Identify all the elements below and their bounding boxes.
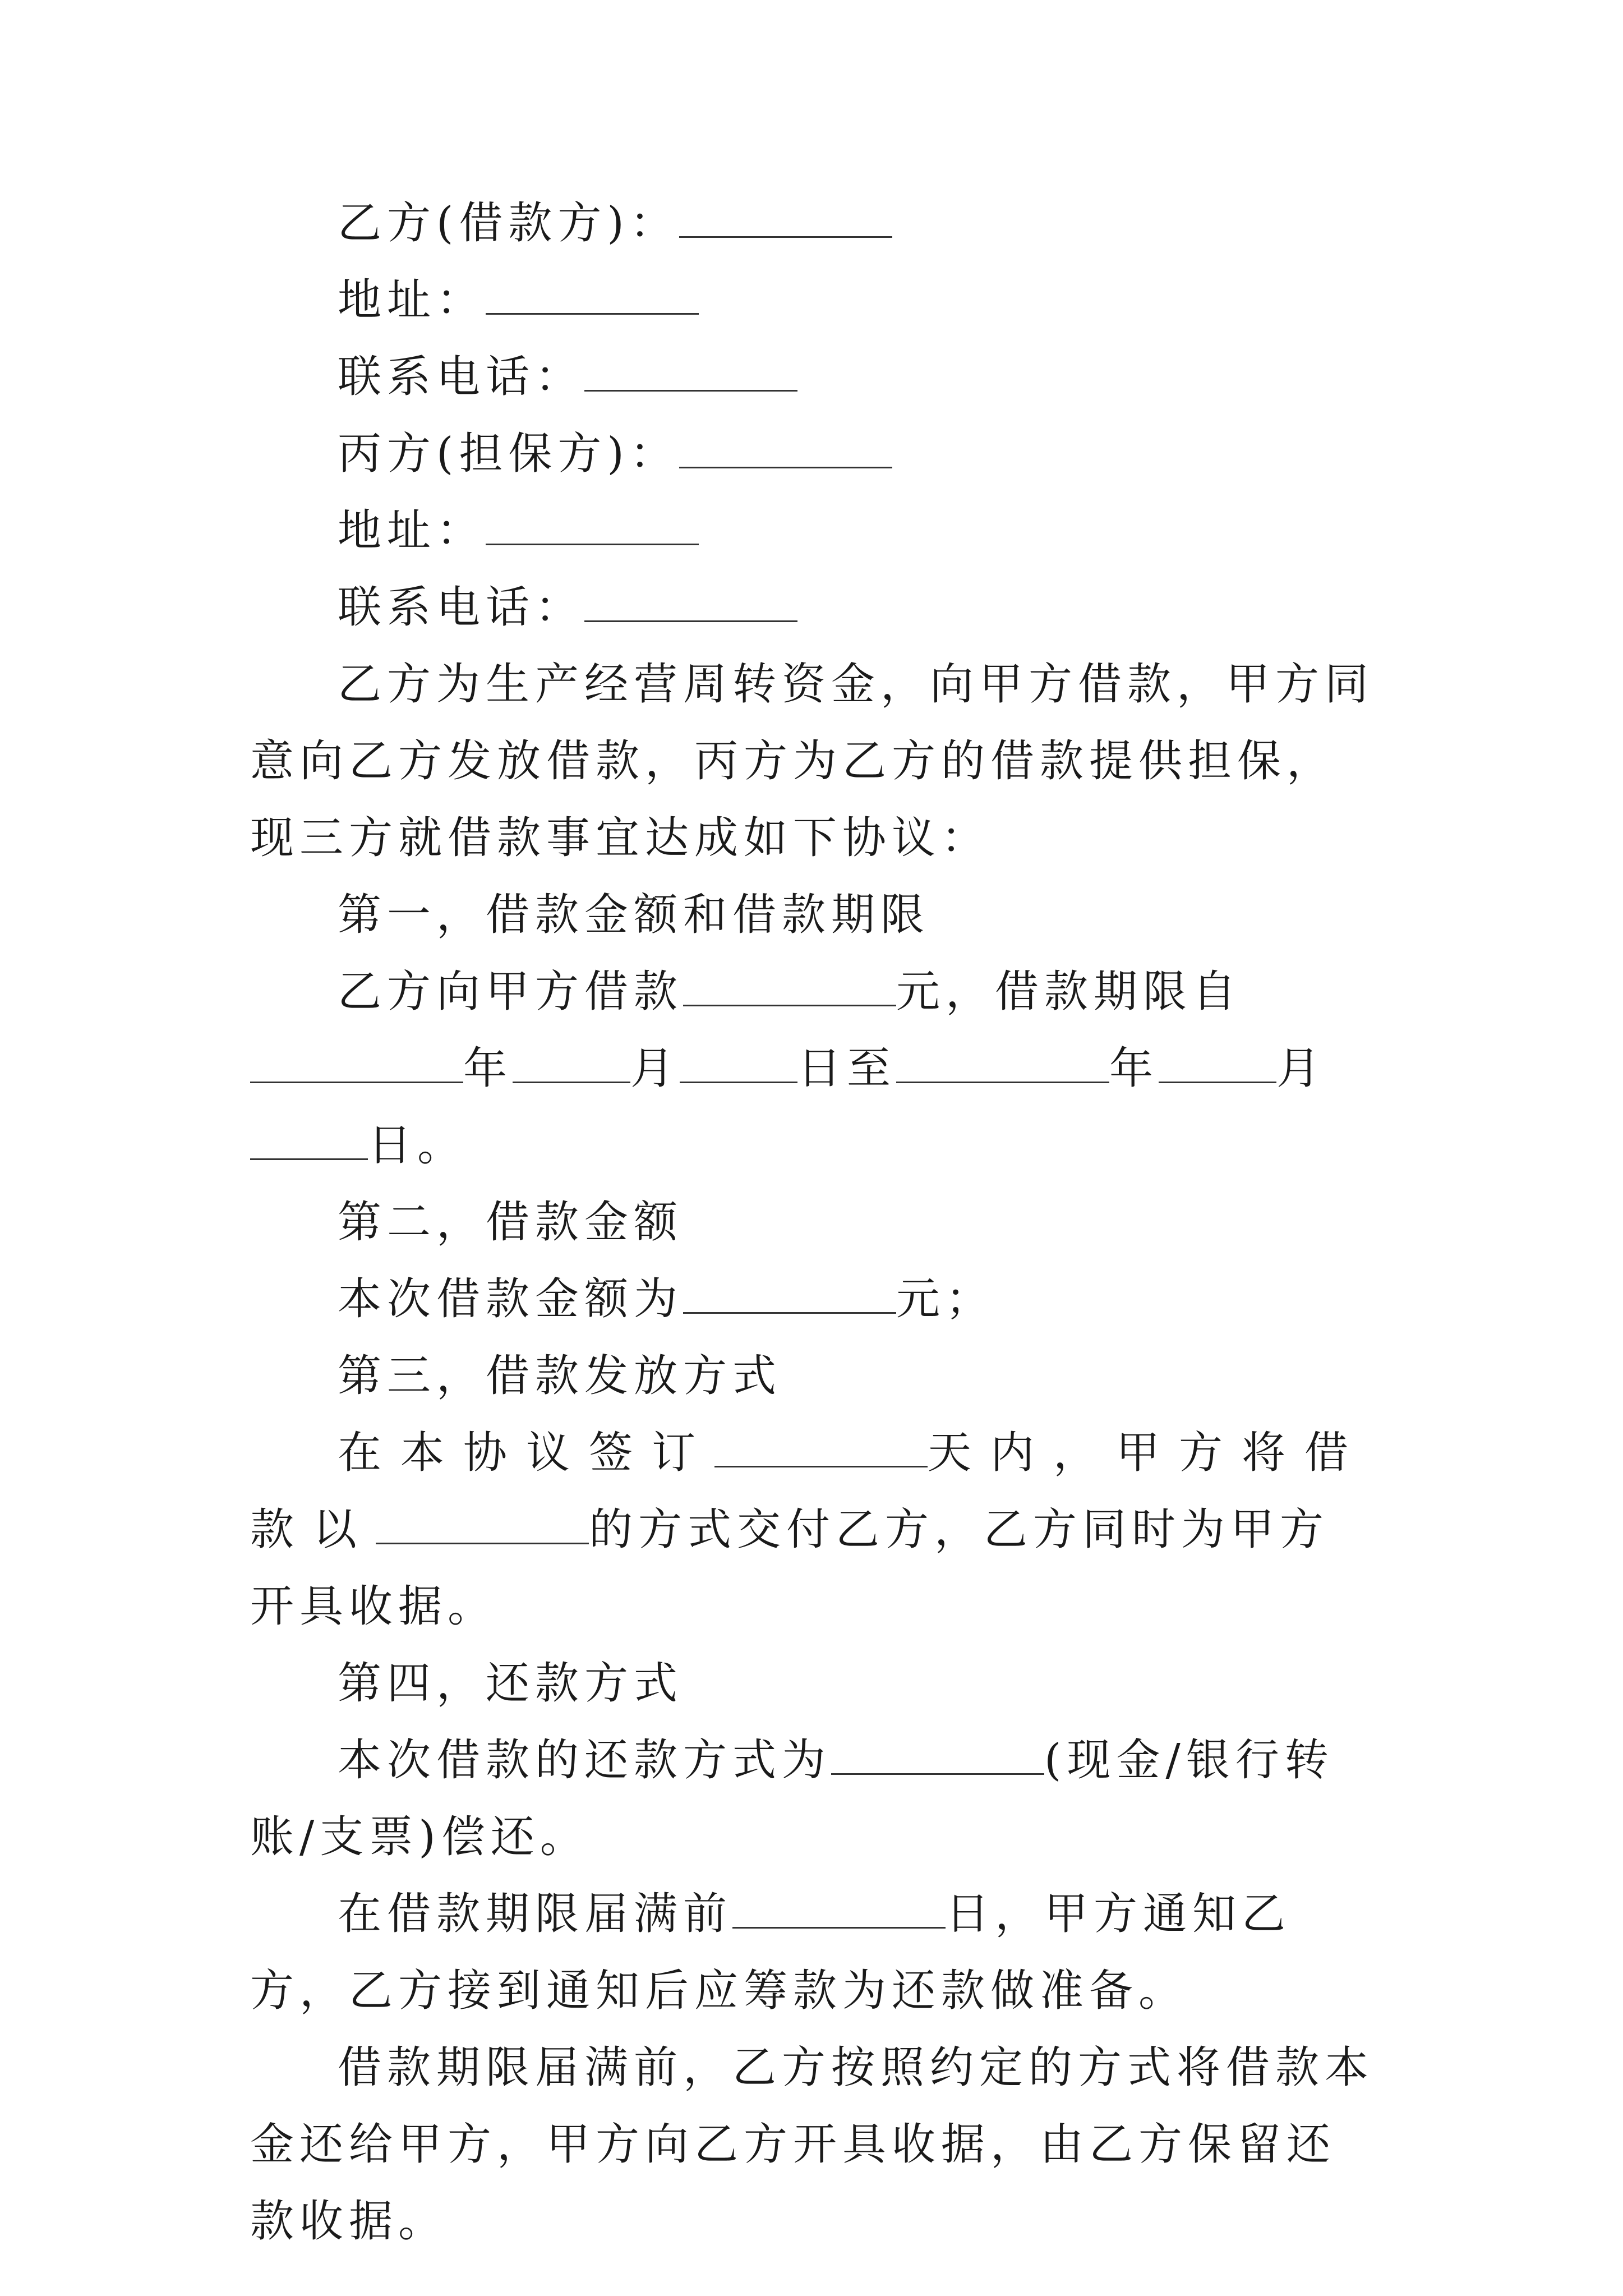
borrower-address-label: 地址： [338,275,486,325]
guarantor-address-line [250,493,1377,569]
section2-text-1: 本次借款金额为 [338,1274,684,1324]
guarantor-name-blank[interactable] [679,433,892,468]
guarantor-address-label: 地址： [338,505,486,556]
borrower-address-line [250,262,1377,339]
guarantor-label: 丙方(担保方)： [338,429,679,479]
start-day-blank[interactable] [680,1048,797,1083]
borrower-phone-blank[interactable] [584,356,797,392]
section3-text-2: 天内，甲方将借款以 [250,1428,1368,1555]
guarantor-phone-label: 联系电话： [338,582,585,633]
section1-text-5: 日至 [797,1043,897,1094]
section3-text-3: 的方式交付乙方，乙方同时为甲方开具收据。 [250,1504,1330,1632]
end-year-blank[interactable] [896,1048,1109,1083]
loan-amount-blank[interactable] [683,971,896,1006]
section4-text-2: (现金/银行转账/支票)偿还。 [250,1735,1334,1862]
section1-paragraph [250,954,1377,1184]
end-month-blank[interactable] [1159,1048,1276,1083]
intro-paragraph: 乙方为生产经营周转资金，向甲方借款，甲方同意向乙方发放借款，丙方为乙方的借款提供担保，现三方就借款事宜达成如下协议： [250,659,1375,863]
section1-title: 第一，借款金额和借款期限 [338,890,930,940]
section1-text-3: 年 [463,1043,513,1094]
borrower-phone-line [250,339,1377,416]
section3-text-1: 在本协议签订 [338,1428,715,1478]
section2-title: 第二，借款金额 [338,1197,684,1248]
section4-paragraph-2 [250,1876,1377,2030]
payment-method-blank[interactable] [376,1509,589,1544]
section1-text-8: 日。 [368,1120,467,1171]
guarantor-phone-blank[interactable] [584,587,797,622]
borrower-line [250,185,1377,262]
section4-paragraph-1 [250,1722,1377,1876]
end-day-blank[interactable] [250,1125,368,1160]
amount-blank[interactable] [683,1278,896,1314]
notice-days-blank[interactable] [732,1893,946,1929]
section3-title: 第三，借款发放方式 [338,1351,782,1401]
borrower-label: 乙方(借款方)： [338,198,679,249]
section1-text-1: 乙方向甲方借款 [338,967,684,1017]
guarantor-line [250,416,1377,493]
section2-text-2: 元； [896,1274,995,1324]
section4-text-3: 在借款期限届满前 [338,1889,733,1939]
section4-text-4: 日，甲方通知乙方，乙方接到通知后应筹款为还款做准备。 [250,1889,1292,2016]
section1-text-7: 月 [1276,1043,1326,1094]
section4-text-1: 本次借款的还款方式为 [338,1735,832,1786]
borrower-phone-label: 联系电话： [338,352,585,402]
section1-text-4: 月 [630,1043,680,1094]
guarantor-address-blank[interactable] [486,510,699,545]
section4-paragraph-3: 借款期限届满前，乙方按照约定的方式将借款本金还给甲方，甲方向乙方开具收据，由乙方保留还款收据。 [250,2042,1375,2247]
section1-text-6: 年 [1109,1043,1159,1094]
section2-paragraph [250,1261,1377,1338]
section1-text-2: 元，借款期限自 [896,967,1242,1017]
borrower-address-blank[interactable] [486,279,699,315]
section3-paragraph [250,1415,1377,1645]
contract-body [250,185,1377,2260]
start-month-blank[interactable] [513,1048,630,1083]
borrower-name-blank[interactable] [679,203,892,238]
repayment-method-blank[interactable] [831,1740,1044,1775]
start-year-blank[interactable] [250,1048,463,1083]
guarantor-phone-line [250,569,1377,646]
days-blank[interactable] [714,1432,928,1467]
section4-title: 第四，还款方式 [338,1658,684,1709]
